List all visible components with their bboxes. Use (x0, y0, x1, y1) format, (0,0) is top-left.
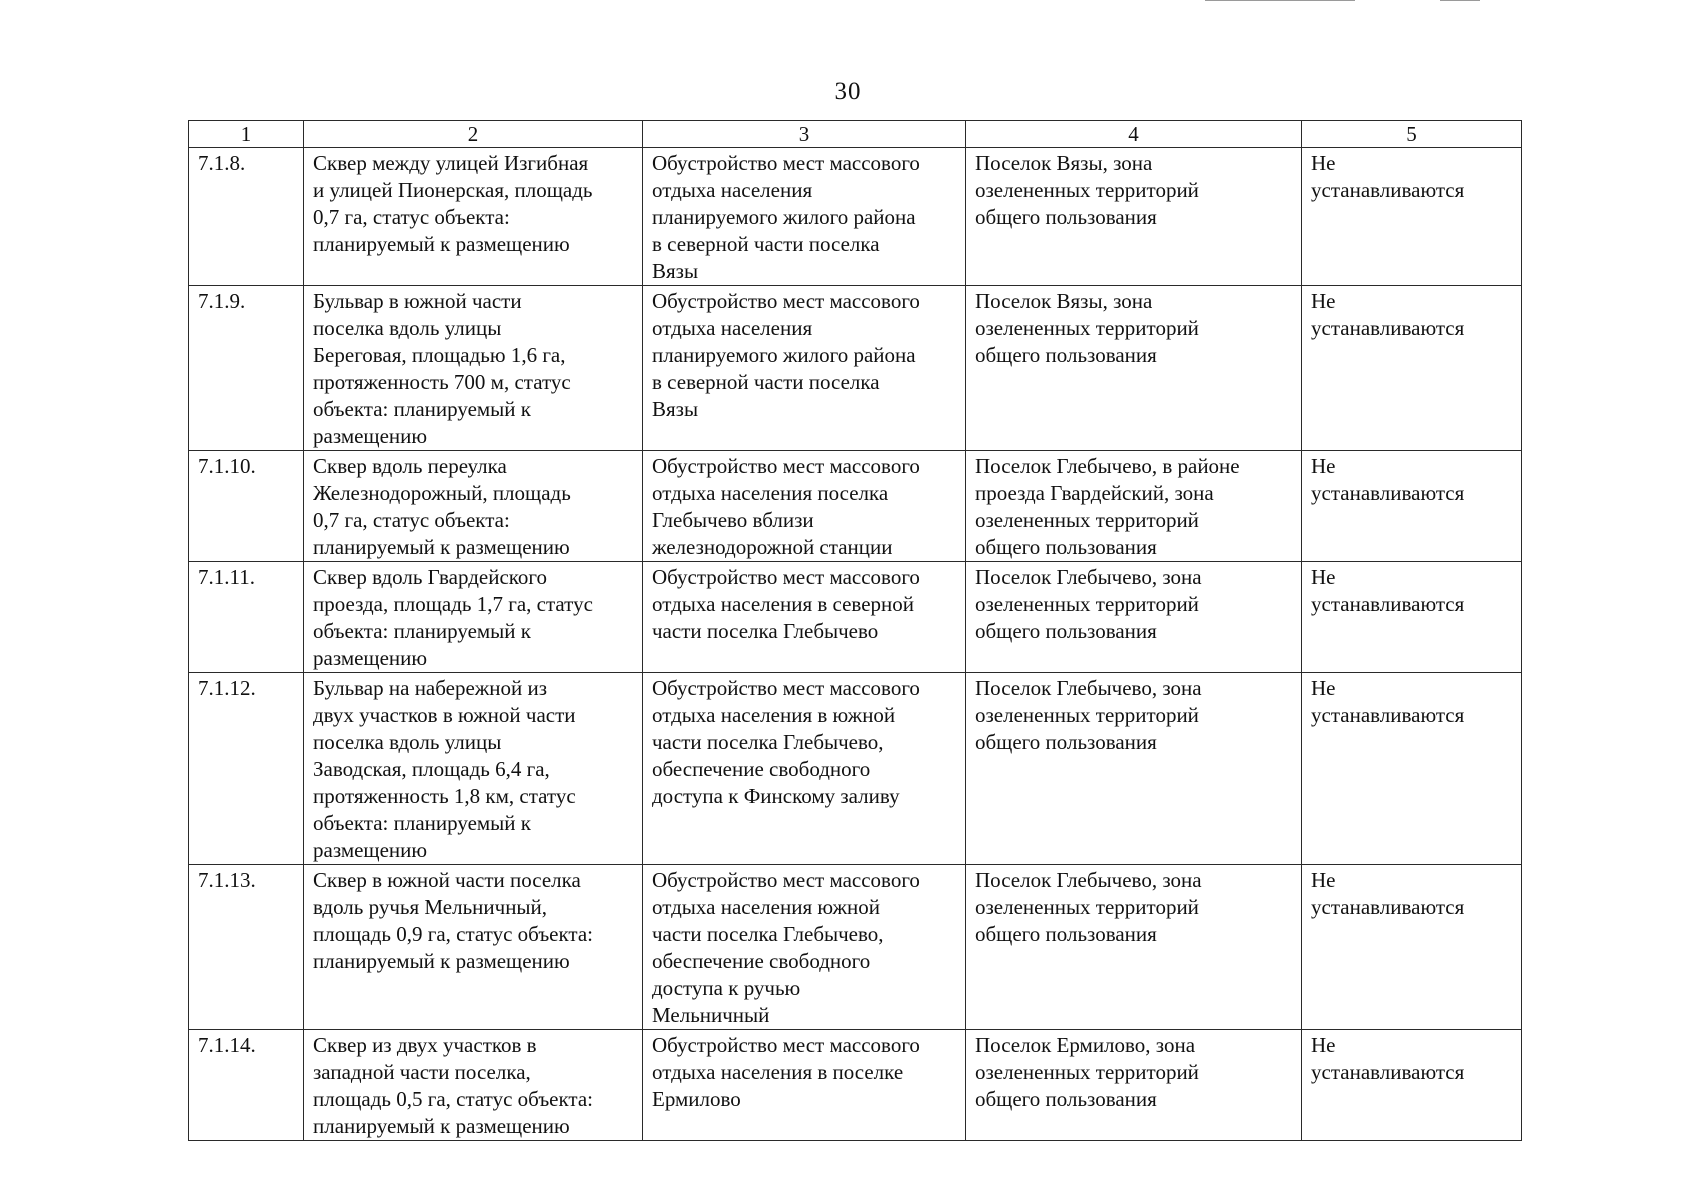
object-cell: Сквер вдоль Гвардейского проезда, площадь 1,7 га, статус объекта: планируемый к размещению (304, 562, 643, 673)
purpose-cell: Обустройство мест массового отдыха населения планируемого жилого района в северной части поселка Вязы (643, 148, 966, 286)
column-header: 5 (1302, 121, 1522, 148)
row-number: 7.1.8. (189, 148, 304, 286)
zones-cell: Не устанавливаются (1302, 865, 1522, 1030)
zones-cell: Не устанавливаются (1302, 451, 1522, 562)
table-row (189, 865, 1522, 1030)
purpose-cell: Обустройство мест массового отдыха населения южной части поселка Глебычево, обеспечение свободного доступа к ручью Мельничный (643, 865, 966, 1030)
purpose-cell: Обустройство мест массового отдыха населения планируемого жилого района в северной части поселка Вязы (643, 286, 966, 451)
object-cell: Сквер вдоль переулка Железнодорожный, площадь 0,7 га, статус объекта: планируемый к размещению (304, 451, 643, 562)
zones-cell: Не устанавливаются (1302, 673, 1522, 865)
object-cell: Сквер из двух участков в западной части поселка, площадь 0,5 га, статус объекта: планируемый к размещению (304, 1030, 643, 1141)
scan-edge-mark (1205, 0, 1355, 1)
zones-cell: Не устанавливаются (1302, 562, 1522, 673)
location-cell: Поселок Глебычево, зона озелененных территорий общего пользования (966, 562, 1302, 673)
object-cell: Сквер в южной части поселка вдоль ручья Мельничный, площадь 0,9 га, статус объекта: планируемый к размещению (304, 865, 643, 1030)
scan-edge-mark (1440, 0, 1480, 1)
row-number: 7.1.11. (189, 562, 304, 673)
row-number: 7.1.12. (189, 673, 304, 865)
column-header: 3 (643, 121, 966, 148)
table-row (189, 451, 1522, 562)
column-header: 4 (966, 121, 1302, 148)
purpose-cell: Обустройство мест массового отдыха населения поселка Глебычево вблизи железнодорожной станции (643, 451, 966, 562)
purpose-cell: Обустройство мест массового отдыха населения в северной части поселка Глебычево (643, 562, 966, 673)
location-cell: Поселок Глебычево, зона озелененных территорий общего пользования (966, 673, 1302, 865)
purpose-cell: Обустройство мест массового отдыха населения в южной части поселка Глебычево, обеспечение свободного доступа к Финскому заливу (643, 673, 966, 865)
row-number: 7.1.13. (189, 865, 304, 1030)
zones-cell: Не устанавливаются (1302, 286, 1522, 451)
purpose-cell: Обустройство мест массового отдыха населения в поселке Ермилово (643, 1030, 966, 1141)
location-cell: Поселок Ермилово, зона озелененных территорий общего пользования (966, 1030, 1302, 1141)
location-cell: Поселок Вязы, зона озелененных территорий общего пользования (966, 286, 1302, 451)
location-cell: Поселок Глебычево, зона озелененных территорий общего пользования (966, 865, 1302, 1030)
object-cell: Бульвар в южной части поселка вдоль улицы Береговая, площадью 1,6 га, протяженность 700 м, статус объекта: планируемый к размещению (304, 286, 643, 451)
row-number: 7.1.10. (189, 451, 304, 562)
column-header: 2 (304, 121, 643, 148)
location-cell: Поселок Вязы, зона озелененных территорий общего пользования (966, 148, 1302, 286)
table-row (189, 673, 1522, 865)
table-row (189, 148, 1522, 286)
table-header-row (189, 121, 1522, 148)
document-table (188, 120, 1522, 1141)
object-cell: Сквер между улицей Изгибная и улицей Пионерская, площадь 0,7 га, статус объекта: планируемый к размещению (304, 148, 643, 286)
table-row (189, 1030, 1522, 1141)
object-cell: Бульвар на набережной из двух участков в южной части поселка вдоль улицы Заводская, площадь 6,4 га, протяженность 1,8 км, статус объекта: планируемый к размещению (304, 673, 643, 865)
page-number: 30 (834, 78, 862, 105)
location-cell: Поселок Глебычево, в районе проезда Гвардейский, зона озелененных территорий общего пользования (966, 451, 1302, 562)
row-number: 7.1.14. (189, 1030, 304, 1141)
zones-cell: Не устанавливаются (1302, 1030, 1522, 1141)
table-row (189, 286, 1522, 451)
column-header: 1 (189, 121, 304, 148)
row-number: 7.1.9. (189, 286, 304, 451)
table-row (189, 562, 1522, 673)
zones-cell: Не устанавливаются (1302, 148, 1522, 286)
